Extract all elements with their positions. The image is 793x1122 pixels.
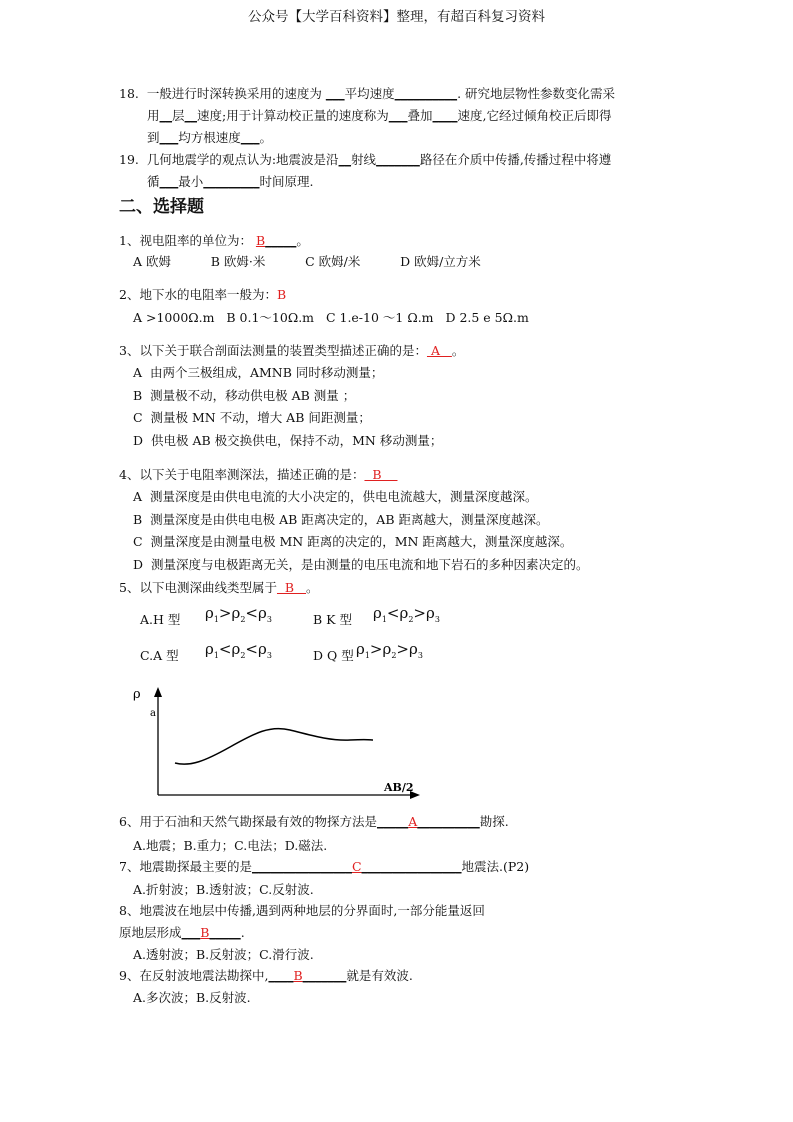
rho-token: 3 <box>266 651 272 660</box>
text-segment: 9、在反射波地震法勘探中, <box>119 968 269 983</box>
text-line <box>133 533 572 551</box>
text-segment: 勘探. <box>479 814 509 829</box>
rho-token: ρ <box>258 604 267 622</box>
blank-fill: ___ <box>181 925 201 940</box>
rho-token: > <box>369 640 383 658</box>
text-line <box>133 946 314 964</box>
text-segment: 。 <box>451 343 465 358</box>
answer-text: B <box>293 968 303 983</box>
text-segment: 路径在介质中传播,传播过程中将遵 <box>419 152 612 167</box>
rho-relation <box>205 640 272 660</box>
text-segment: 叠加 <box>407 108 433 123</box>
text-line <box>119 286 286 304</box>
text-segment: 3、以下关于联合剖面法测量的装置类型描述正确的是： <box>119 343 427 358</box>
rho-token: 1 <box>381 615 387 624</box>
blank-fill: ___ <box>159 130 179 145</box>
rho-token: 3 <box>434 615 440 624</box>
text-line <box>133 511 548 529</box>
text-segment: C 测量深度是由测量电极 MN 距离的决定的，MN 距离越大，测量深度越深。 <box>133 534 573 549</box>
rho-token: ρ <box>382 640 392 658</box>
blank-fill: __________ <box>394 86 458 101</box>
rho-token: ρ <box>399 604 409 622</box>
text-segment: . <box>240 925 245 940</box>
rho-token: 2 <box>240 651 246 660</box>
text-segment: A 欧姆 B 欧姆·米 C 欧姆/米 D 欧姆/立方米 <box>133 254 481 269</box>
text-segment: 二、选择题 <box>119 197 204 217</box>
rho-token: 1 <box>213 651 219 660</box>
text-segment: 4、以下关于电阻率测深法，描述正确的是： <box>119 467 365 482</box>
blank-fill: __ <box>184 108 198 123</box>
text-segment: 平均速度 <box>344 86 395 101</box>
blank-fill: _________ <box>203 174 260 189</box>
blank-fill: ___ <box>159 174 179 189</box>
text-segment: 层 <box>172 108 185 123</box>
blank-fill: _____ <box>209 925 241 940</box>
text-segment: 。 <box>306 580 319 595</box>
rho-token: ρ <box>231 604 241 622</box>
text-segment: 用 <box>147 108 160 123</box>
rho-token: ρ <box>409 640 418 658</box>
text-line <box>147 129 272 147</box>
blank-fill: ___ <box>325 86 345 101</box>
rho-token: ρ <box>231 640 241 658</box>
option-label: A.H 型 <box>140 612 181 627</box>
text-line <box>133 309 529 327</box>
text-line <box>119 466 398 484</box>
text-segment: 6、用于石油和天然气勘探最有效的物探方法是 <box>119 814 377 829</box>
rho-token: ρ <box>356 640 365 658</box>
text-segment: C 测量极 MN 不动，增大 AB 间距测量； <box>133 410 371 425</box>
text-line <box>133 488 537 506</box>
rho-token: 1 <box>364 651 370 660</box>
text-segment: A.折射波；B.透射波；C.反射波. <box>133 882 314 897</box>
text-line <box>133 432 442 450</box>
text-segment: A.地震；B.重力；C.电法；D.磁法. <box>133 838 328 853</box>
text-line <box>119 232 309 250</box>
text-segment: 到 <box>147 130 160 145</box>
text-line <box>133 556 588 574</box>
answer-text: A <box>426 343 452 358</box>
rho-token: 2 <box>240 615 246 624</box>
text-line <box>133 387 355 405</box>
text-line <box>147 107 612 125</box>
text-segment: 就是有效波. <box>346 968 413 983</box>
rho-token: < <box>218 640 232 658</box>
option-label: C.A 型 <box>140 648 179 663</box>
rho-token: ρ <box>426 604 435 622</box>
rho-token: > <box>396 640 409 658</box>
blank-fill: ________________ <box>361 859 462 874</box>
text-line <box>133 989 251 1007</box>
text-segment: 1、视电阻率的单位为： <box>119 233 256 248</box>
blank-fill: __ <box>159 108 173 123</box>
blank-fill: ________________ <box>251 859 352 874</box>
text-segment: 7、地震勘探最主要的是 <box>119 859 252 874</box>
blank-fill: _____ <box>265 233 297 248</box>
text-line <box>119 924 245 942</box>
text-segment: A.透射波；B.反射波；C.滑行波. <box>133 947 314 962</box>
text-segment: 。 <box>296 233 309 248</box>
text-segment: 原地层形成 <box>119 925 182 940</box>
rho-token: 2 <box>391 651 397 660</box>
text-segment: 18. 一般进行时深转换采用的速度为 <box>119 86 326 101</box>
rho-token: 3 <box>266 615 272 624</box>
blank-fill: __________ <box>417 814 480 829</box>
answer-text: B <box>364 467 398 482</box>
y-axis-label-sub: a <box>150 708 156 719</box>
text-segment: 速度,它经过倾角校正后即得 <box>457 108 612 123</box>
page-header: 公众号【大学百科资料】整理，有超百科复习资料 <box>248 9 545 25</box>
answer-text: B <box>276 287 287 302</box>
rho-token: < <box>245 640 258 658</box>
text-line <box>119 342 464 360</box>
rho-token: 2 <box>408 615 414 624</box>
text-segment: A 由两个三极组成，AMNB 同时移动测量； <box>133 365 384 380</box>
rho-token: < <box>386 604 400 622</box>
rho-token: > <box>413 604 426 622</box>
text-line <box>133 409 371 427</box>
option-label: D Q 型 <box>313 648 354 663</box>
answer-text: B <box>255 233 266 248</box>
text-line <box>119 579 319 597</box>
text-segment: 2、地下水的电阻率一般为： <box>119 287 277 302</box>
text-segment: . 研究地层物性参数变化需采 <box>457 86 616 101</box>
blank-fill: ____ <box>432 108 458 123</box>
rho-token: 3 <box>417 651 423 660</box>
text-line <box>133 837 327 855</box>
text-segment: 。 <box>259 130 273 145</box>
text-segment: 射线 <box>351 152 377 167</box>
text-segment: D 供电极 AB 极交换供电，保持不动，MN 移动测量； <box>133 433 443 448</box>
text-segment: A >1000Ω.m B 0.1～10Ω.m C 1.e-10 ～1 Ω.m D 2.5 e 5Ω.m <box>133 310 529 325</box>
rho-token: ρ <box>258 640 267 658</box>
text-segment: 19. 几何地震学的观点认为:地震波是沿 <box>119 152 339 167</box>
blank-fill: __ <box>338 152 352 167</box>
text-line <box>133 253 481 271</box>
text-line <box>119 151 611 169</box>
text-segment: 8、地震波在地层中传播,遇到两种地层的分界面时,一部分能量返回 <box>119 903 485 918</box>
blank-fill: _______ <box>376 152 420 167</box>
rho-token: > <box>218 604 232 622</box>
text-line <box>119 967 413 985</box>
answer-text: B <box>200 925 210 940</box>
text-segment: D 测量深度与电极距离无关，是由测量的电压电流和地下岩石的多种因素决定的。 <box>133 557 589 572</box>
option-label: B K 型 <box>313 612 352 627</box>
text-line <box>147 173 314 191</box>
blank-fill: ___ <box>240 130 260 145</box>
blank-fill: _____ <box>376 814 409 829</box>
rho-token: ρ <box>205 640 214 658</box>
y-axis-label: ρ <box>133 687 141 702</box>
rho-token: < <box>245 604 258 622</box>
blank-fill: ____ <box>268 968 294 983</box>
rho-relation <box>373 604 440 624</box>
sounding-curve <box>175 729 373 765</box>
text-segment: A.多次波；B.反射波. <box>133 990 251 1005</box>
answer-text: C <box>351 859 362 874</box>
text-segment: A 测量深度是由供电电流的大小决定的，供电电流越大，测量深度越深。 <box>133 489 538 504</box>
rho-relation <box>205 604 272 624</box>
rho-relation <box>356 640 423 660</box>
text-line <box>133 364 383 382</box>
resistivity-curve-graph <box>130 685 430 800</box>
x-axis-label: AB/2 <box>384 781 414 794</box>
text-line <box>119 902 485 920</box>
y-axis-arrow <box>154 687 162 697</box>
section-heading <box>119 198 204 216</box>
text-line <box>133 881 314 899</box>
text-segment: 时间原理. <box>259 174 314 189</box>
text-line <box>119 85 615 103</box>
rho-token: 1 <box>213 615 219 624</box>
text-line <box>119 858 529 876</box>
text-segment: 均方根速度 <box>178 130 241 145</box>
rho-token: ρ <box>373 604 382 622</box>
blank-fill: _______ <box>302 968 347 983</box>
text-segment: 循 <box>147 174 160 189</box>
answer-text: B <box>276 580 307 595</box>
text-segment: B 测量极不动，移动供电极 AB 测量 ； <box>133 388 356 403</box>
text-segment: 地震法.(P2) <box>461 859 530 874</box>
text-segment: 最小 <box>178 174 204 189</box>
blank-fill: ___ <box>388 108 408 123</box>
text-line <box>119 813 509 831</box>
text-segment: B 测量深度是由供电电极 AB 距离决定的，AB 距离越大，测量深度越深。 <box>133 512 549 527</box>
text-segment: 5、以下电测深曲线类型属于 <box>119 580 277 595</box>
answer-text: A <box>408 814 418 829</box>
rho-token: ρ <box>205 604 214 622</box>
text-segment: 速度;用于计算动校正量的速度称为 <box>197 108 389 123</box>
